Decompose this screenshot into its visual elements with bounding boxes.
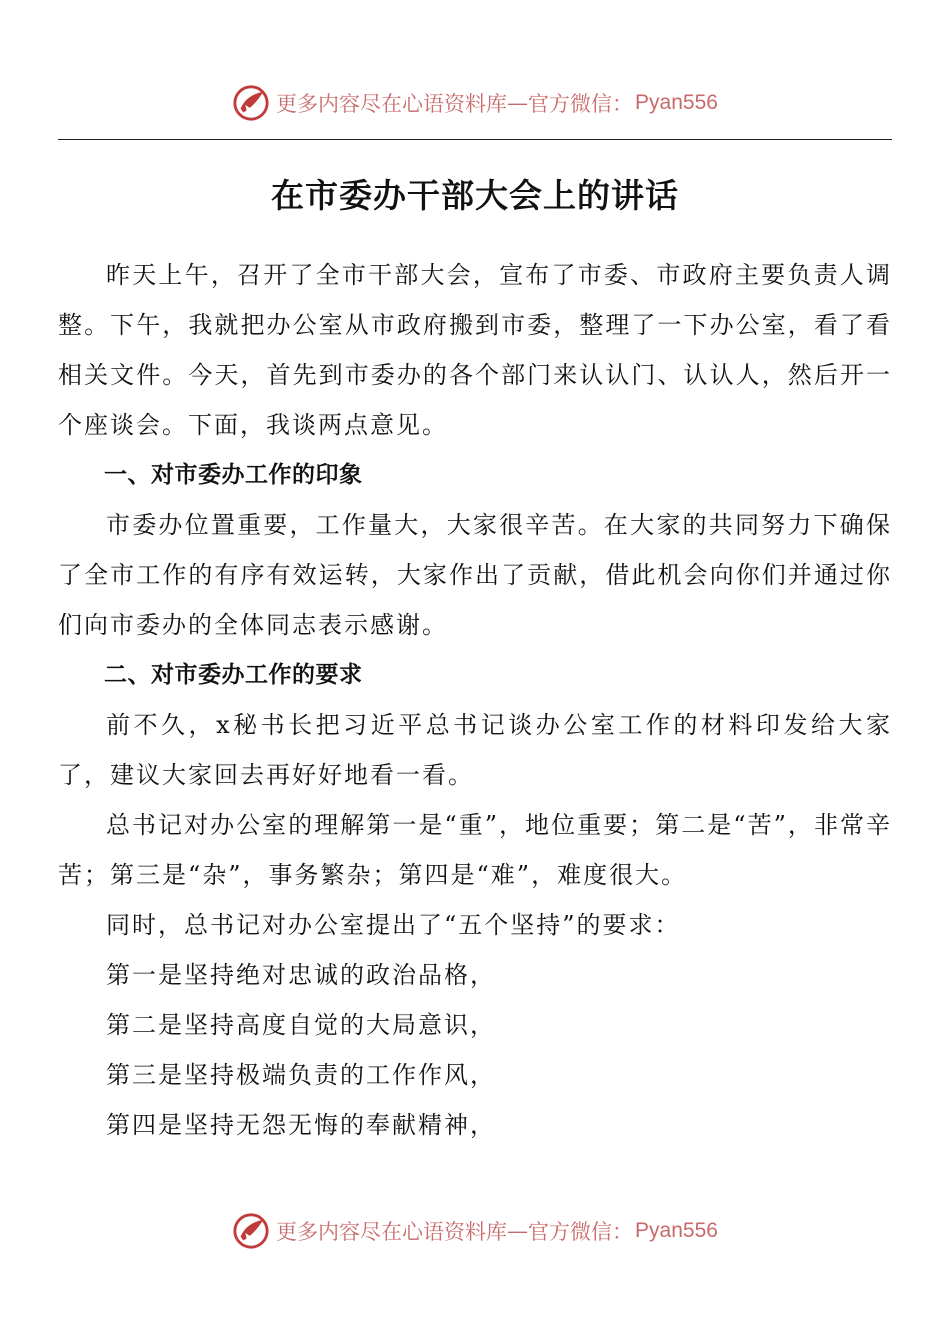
watermark-dash: —: [507, 1219, 529, 1243]
watermark-wechat-id: Pyan556: [635, 1219, 718, 1242]
list-item: 第二是坚持高度自觉的大局意识，: [106, 1011, 496, 1039]
list-item: 第三是坚持极端负责的工作作风，: [106, 1061, 496, 1089]
footer-watermark: [0, 1212, 950, 1250]
watermark-main-text: 更多内容尽在心语资料库: [276, 1220, 508, 1244]
document-title: 在市委办干部大会上的讲话: [271, 176, 679, 215]
section-heading: 二、对市委办工作的要求: [104, 662, 363, 688]
header-divider: [58, 139, 892, 140]
list-item: 第一是坚持绝对忠诚的政治品格，: [106, 961, 496, 989]
watermark-main-text: 更多内容尽在心语资料库: [276, 92, 508, 116]
paragraph: 总书记对办公室的理解第一是“重”，地位重要；第二是“苦”，非常辛苦；第三是“杂”，事务繁杂；第四是“难”，难度很大。: [58, 811, 892, 889]
watermark-wechat-id: Pyan556: [635, 91, 718, 114]
paragraph: 同时，总书记对办公室提出了“五个坚持”的要求：: [106, 911, 681, 939]
watermark-dash: —: [507, 91, 529, 115]
list-item: 第四是坚持无怨无悔的奉献精神，: [106, 1111, 496, 1139]
header-watermark: [0, 84, 950, 122]
pen-heart-logo-icon: [232, 84, 270, 122]
watermark-sub-text: 官方微信：: [528, 1220, 634, 1244]
paragraph: 市委办位置重要，工作量大，大家很辛苦。在大家的共同努力下确保了全市工作的有序有效运转，大家作出了贡献，借此机会向你们并通过你们向市委办的全体同志表示感谢。: [58, 511, 892, 639]
watermark-sub-text: 官方微信：: [528, 92, 634, 116]
paragraph: 昨天上午，召开了全市干部大会，宣布了市委、市政府主要负责人调整。下午，我就把办公室从市政府搬到市委，整理了一下办公室，看了看相关文件。今天，首先到市委办的各个部门来认认门、认认人，然后开一个座谈会。下面，我谈两点意见。: [58, 261, 892, 439]
section-heading: 一、对市委办工作的印象: [104, 462, 363, 488]
document-body: [58, 250, 892, 1150]
paragraph: 前不久，x秘书长把习近平总书记谈办公室工作的材料印发给大家了，建议大家回去再好好地看一看。: [58, 711, 892, 789]
pen-heart-logo-icon: [232, 1212, 270, 1250]
